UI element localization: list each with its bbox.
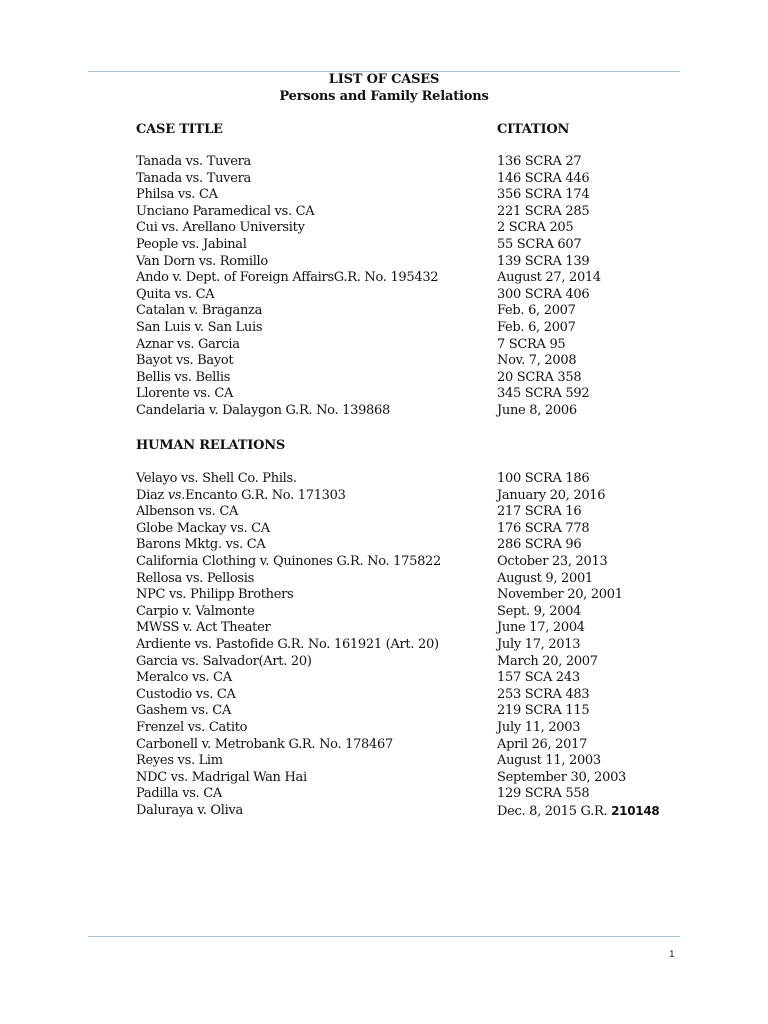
human-relations-case-list <box>136 471 660 819</box>
case-row <box>136 370 656 387</box>
case-row <box>136 237 656 254</box>
case-row <box>136 220 656 237</box>
case-citation: Nov. 7, 2008 <box>497 353 577 369</box>
document-title: LIST OF CASES <box>328 72 440 87</box>
case-row <box>136 337 656 354</box>
case-row <box>136 802 660 820</box>
case-row <box>136 488 656 505</box>
case-row <box>136 353 656 370</box>
case-title: Bellis vs. Bellis <box>136 369 231 385</box>
case-title: Philsa vs. CA <box>136 187 218 203</box>
case-row <box>136 737 656 754</box>
case-row <box>136 604 656 621</box>
case-citation: 217 SCRA 16 <box>497 504 582 520</box>
case-title: Cui vs. Arellano University <box>136 220 305 236</box>
case-citation: 356 SCRA 174 <box>497 187 590 203</box>
case-title: Velayo vs. Shell Co. Phils. <box>136 471 297 486</box>
case-title: Rellosa vs. Pellosis <box>136 570 254 586</box>
document-subtitle: Persons and Family Relations <box>279 89 489 104</box>
case-citation: 2 SCRA 205 <box>497 220 574 236</box>
case-citation <box>497 803 659 821</box>
case-title: Bayot vs. Bayot <box>136 353 234 369</box>
case-row <box>136 537 656 554</box>
case-citation: August 27, 2014 <box>497 270 601 286</box>
case-row <box>136 620 656 637</box>
case-citation: April 26, 2017 <box>497 736 588 752</box>
case-citation: 286 SCRA 96 <box>497 537 582 553</box>
case-title: Candelaria v. Dalaygon G.R. No. 139868 <box>136 402 390 418</box>
case-citation: Sept. 9, 2004 <box>497 603 582 619</box>
case-row <box>136 386 656 403</box>
case-citation: 7 SCRA 95 <box>497 336 566 352</box>
case-title: Van Dorn vs. Romillo <box>136 253 268 269</box>
case-row <box>136 521 656 538</box>
case-row <box>136 770 656 787</box>
case-citation: Feb. 6, 2007 <box>497 319 576 335</box>
citation-gr-number: 210148 <box>611 803 660 818</box>
case-citation: 136 SCRA 27 <box>497 154 582 169</box>
case-row <box>136 270 656 287</box>
case-title: Meralco vs. CA <box>136 670 232 686</box>
case-row <box>136 287 656 304</box>
case-title-vs: vs. <box>167 487 186 503</box>
case-title: Garcia vs. Salvador(Art. 20) <box>136 653 312 669</box>
case-row <box>136 471 656 488</box>
case-title: Frenzel vs. Catito <box>136 719 248 735</box>
case-citation: Feb. 6, 2007 <box>497 303 576 319</box>
case-citation: 139 SCRA 139 <box>497 253 590 269</box>
case-citation: 129 SCRA 558 <box>497 786 590 802</box>
case-title: Barons Mktg. vs. CA <box>136 537 266 553</box>
case-row <box>136 171 656 188</box>
case-title: Unciano Paramedical vs. CA <box>136 203 315 219</box>
case-title: Quita vs. CA <box>136 286 215 302</box>
case-citation: 345 SCRA 592 <box>497 386 590 402</box>
case-title: Custodio vs. CA <box>136 686 236 702</box>
persons-case-list <box>136 154 656 420</box>
case-title: California Clothing v. Quinones G.R. No. 175822 <box>136 553 441 569</box>
case-title: Padilla vs. CA <box>136 786 223 802</box>
case-citation: July 11, 2003 <box>497 719 581 735</box>
case-row <box>136 587 656 604</box>
case-title: Llorente vs. CA <box>136 386 234 402</box>
footer-rule <box>88 936 680 937</box>
case-title: Tanada vs. Tuvera <box>136 170 251 186</box>
case-title-column-header: CASE TITLE <box>136 122 223 137</box>
case-title: MWSS v. Act Theater <box>136 620 271 636</box>
case-citation: July 17, 2013 <box>497 636 581 652</box>
case-citation: 55 SCRA 607 <box>497 236 582 252</box>
case-title: Ardiente vs. Pastofide G.R. No. 161921 (Art. 20) <box>136 636 439 652</box>
case-title-part: Encanto G.R. No. 171303 <box>185 487 346 503</box>
case-citation: August 9, 2001 <box>497 570 593 586</box>
case-citation: 300 SCRA 406 <box>497 286 590 302</box>
case-title <box>136 488 346 505</box>
case-row <box>136 204 656 221</box>
case-citation: 221 SCRA 285 <box>497 203 590 219</box>
case-title: NDC vs. Madrigal Wan Hai <box>136 769 307 785</box>
citation-part: Dec. 8, 2015 G.R. <box>497 803 612 819</box>
case-row <box>136 154 656 171</box>
case-title-part: Diaz <box>136 487 168 503</box>
case-citation: 219 SCRA 115 <box>497 703 590 719</box>
case-row <box>136 687 656 704</box>
case-citation: 20 SCRA 358 <box>497 369 582 385</box>
case-title: Ando v. Dept. of Foreign AffairsG.R. No. 195432 <box>136 270 439 286</box>
case-row <box>136 670 656 687</box>
case-row <box>136 187 656 204</box>
case-row <box>136 303 656 320</box>
citation-column-header: CITATION <box>497 122 570 137</box>
case-row <box>136 654 656 671</box>
case-row <box>136 753 656 770</box>
case-row <box>136 703 656 720</box>
case-citation: October 23, 2013 <box>497 553 608 569</box>
case-title: NPC vs. Philipp Brothers <box>136 587 294 603</box>
case-citation: 253 SCRA 483 <box>497 686 590 702</box>
case-citation: August 11, 2003 <box>497 753 601 769</box>
case-row <box>136 504 656 521</box>
case-title: Globe Mackay vs. CA <box>136 520 270 536</box>
case-title: San Luis v. San Luis <box>136 319 263 335</box>
case-row <box>136 571 656 588</box>
case-citation: June 17, 2004 <box>497 620 585 636</box>
case-title: Carbonell v. Metrobank G.R. No. 178467 <box>136 736 393 752</box>
case-citation: June 8, 2006 <box>497 402 577 418</box>
case-title: Albenson vs. CA <box>136 504 239 520</box>
case-row <box>136 254 656 271</box>
case-row <box>136 786 656 803</box>
case-citation: 100 SCRA 186 <box>497 471 590 486</box>
case-citation: March 20, 2007 <box>497 653 598 669</box>
human-relations-heading: HUMAN RELATIONS <box>136 438 286 453</box>
case-title: Daluraya v. Oliva <box>136 802 243 818</box>
case-title: Catalan v. Braganza <box>136 303 263 319</box>
case-title: Carpio v. Valmonte <box>136 603 255 619</box>
case-citation: September 30, 2003 <box>497 769 627 785</box>
case-row <box>136 403 656 420</box>
case-citation: 176 SCRA 778 <box>497 520 590 536</box>
case-citation: 146 SCRA 446 <box>497 170 590 186</box>
case-title: Gashem vs. CA <box>136 703 232 719</box>
case-title: Reyes vs. Lim <box>136 753 223 769</box>
case-citation: January 20, 2016 <box>497 487 606 503</box>
case-title: People vs. Jabinal <box>136 236 247 252</box>
case-row <box>136 554 656 571</box>
case-citation: November 20, 2001 <box>497 587 623 603</box>
case-title: Aznar vs. Garcia <box>136 336 240 352</box>
page-number: 1 <box>669 950 675 960</box>
case-citation: 157 SCA 243 <box>497 670 580 686</box>
case-row <box>136 720 656 737</box>
case-title: Tanada vs. Tuvera <box>136 154 251 169</box>
case-row <box>136 637 656 654</box>
case-row <box>136 320 656 337</box>
